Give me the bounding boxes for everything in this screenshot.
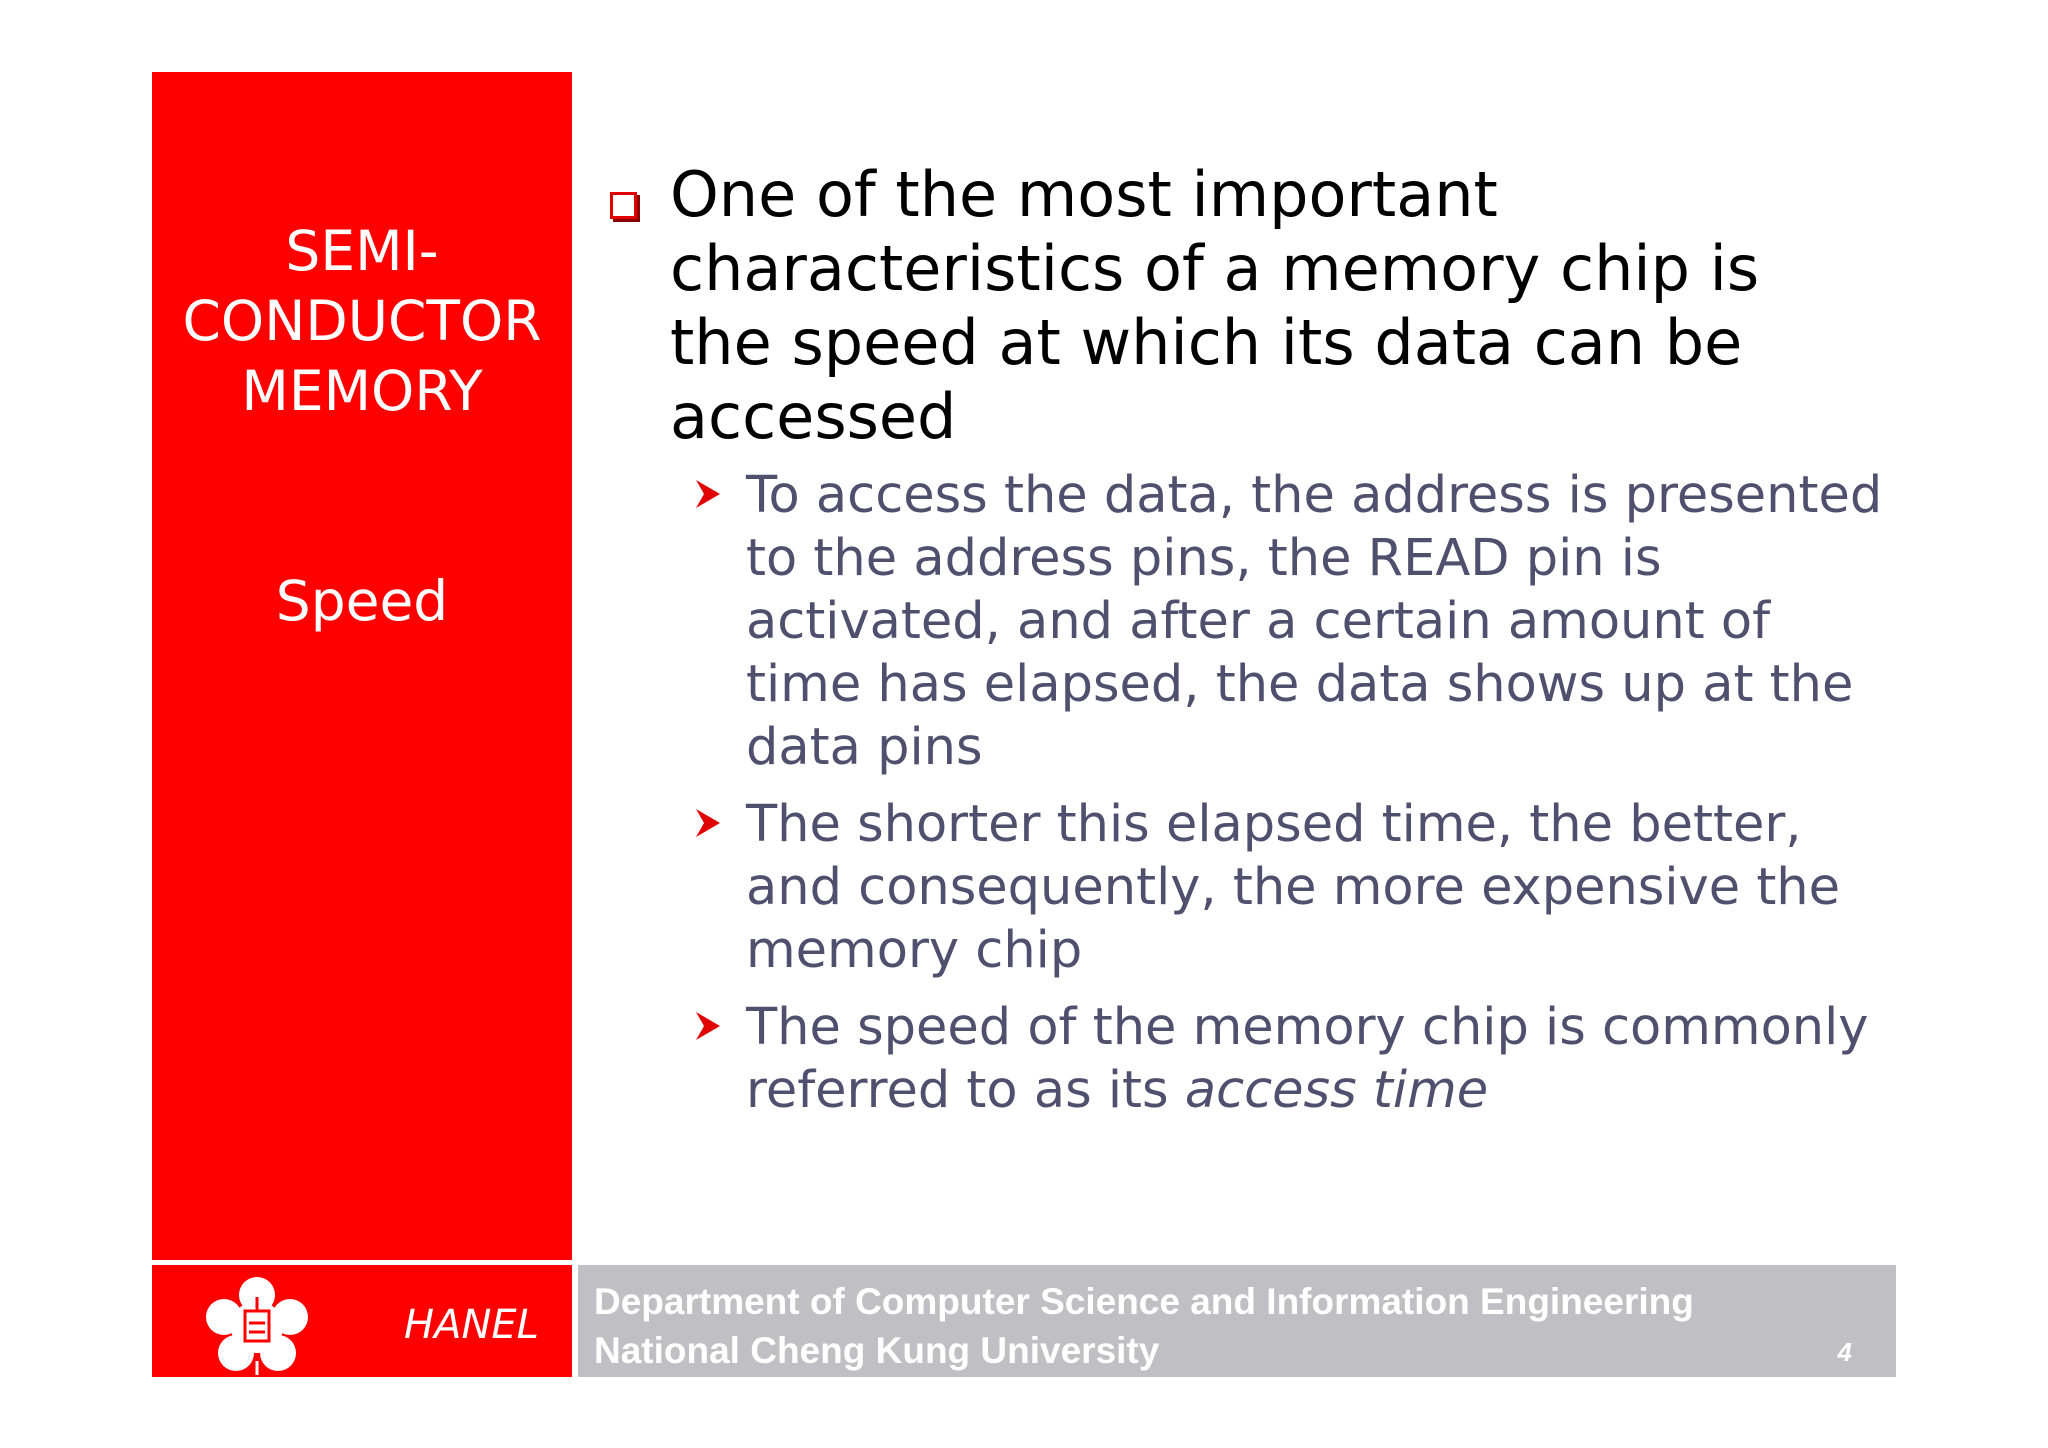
author-name: HANEL [404,1302,539,1348]
department-name: Department of Computer Science and Information Engineering [594,1281,1694,1322]
sub-bullet-text: To access the data, the address is presented to the address pins, the READ pin is activated, and after a certain amount of time has elapsed, the data shows up at the data pins [746,466,1883,777]
sub-bullet [606,793,1896,982]
footer-right-panel [578,1265,1896,1377]
sub-bullet-text: The speed of the memory chip is commonly referred to as its [746,998,1869,1120]
sub-bullet-list [606,464,1906,1122]
section-title: SEMI- CONDUCTOR MEMORY [182,219,542,423]
sub-bullet-text: The shorter this elapsed time, the better, and consequently, the more expensive the memory chip [746,795,1841,980]
emphasis-term: access time [1184,1061,1489,1120]
section-subtitle: Speed [275,569,449,633]
slide-content [606,158,1906,1136]
sidebar-panel [152,72,572,1260]
university-name: National Cheng Kung University [594,1330,1160,1371]
arrowhead-bullet-icon [694,478,722,510]
sub-bullet [606,996,1896,1122]
footer-institution [594,1277,1694,1375]
footer-left-panel [152,1265,572,1377]
arrowhead-bullet-icon [694,1010,722,1042]
square-bullet-icon [610,192,637,219]
university-emblem-icon [202,1275,312,1375]
sub-bullet [606,464,1896,779]
main-bullet-text: One of the most important characteristics of a memory chip is the speed at which its data can be accessed [670,158,1760,453]
page-number: 4 [1837,1337,1852,1367]
arrowhead-bullet-icon [694,807,722,839]
main-bullet [606,158,1870,454]
